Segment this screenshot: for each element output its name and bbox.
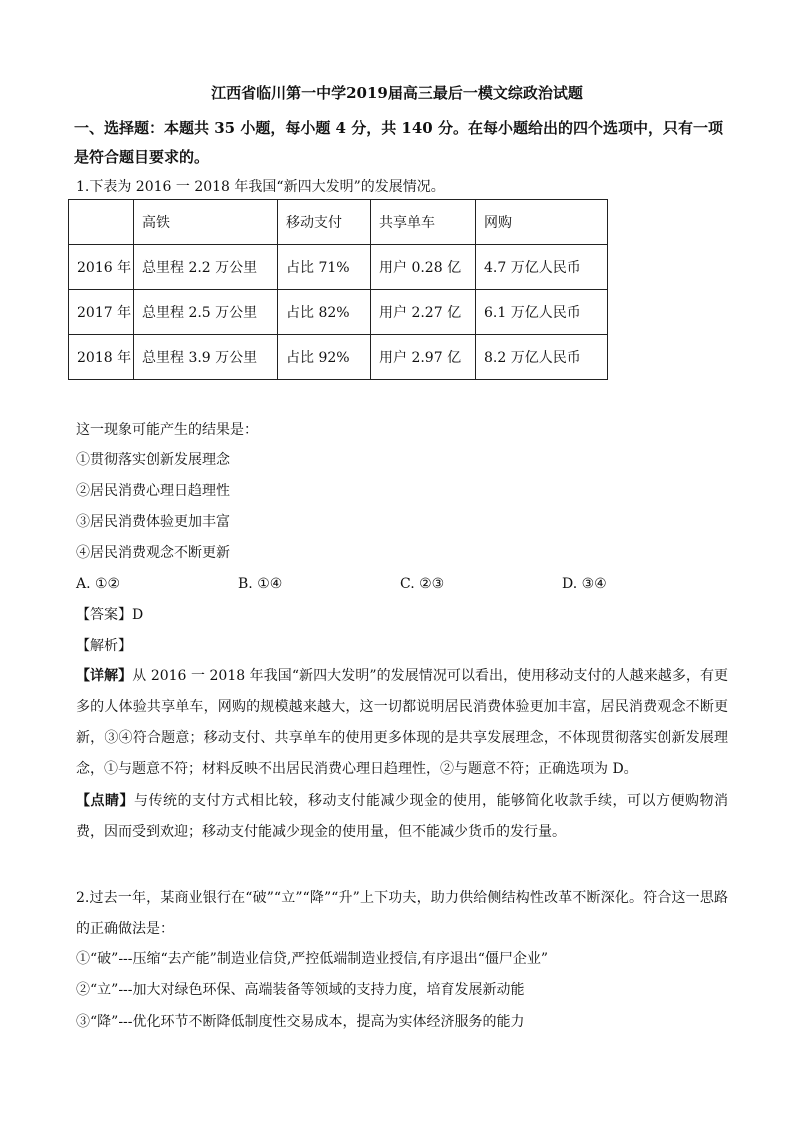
tip-paragraph (76, 786, 728, 848)
question-1-stem: 1.下表为 2016 一 2018 年我国“新四大发明”的发展情况。 (76, 179, 445, 195)
table-header-cell: 高铁 (134, 200, 278, 245)
question-2-stem: 2.过去一年，某商业银行在“破”“立”“降”“升”上下功夫，助力供给侧结构性改革不断深化。符合这一思路的正确做法是： (76, 890, 728, 937)
option-c: C. ②③ (400, 576, 445, 592)
option-a: A. ①② (76, 576, 121, 592)
option-b: B. ①④ (238, 576, 283, 592)
table-cell: 占比 92% (278, 335, 371, 380)
table-cell: 2016 年 (69, 245, 134, 290)
table-cell: 用户 2.27 亿 (371, 290, 476, 335)
table-cell: 用户 0.28 亿 (371, 245, 476, 290)
table-cell: 8.2 万亿人民币 (476, 335, 608, 380)
table-cell: 总里程 2.5 万公里 (134, 290, 278, 335)
table-header-cell: 网购 (476, 200, 608, 245)
table-cell: 2018 年 (69, 335, 134, 380)
detail-paragraph (76, 661, 728, 785)
question-1-item: ④居民消费观念不断更新 (76, 545, 230, 561)
table-cell: 总里程 3.9 万公里 (134, 335, 278, 380)
table-cell: 总里程 2.2 万公里 (134, 245, 278, 290)
document-title: 江西省临川第一中学2019届高三最后一模文综政治试题 (211, 84, 583, 102)
detail-text: 从 2016 一 2018 年我国“新四大发明”的发展情况可以看出，使用移动支付的人越来越多，有更多的人体验共享单车，网购的规模越来越大，这一切都说明居民消费体验更加丰富，居民消费观念不断更新，③④符合题意；移动支付、共享单车的使用更多体现的是共享发展理念，不体现贯彻落实创新发展理念，①与题意不符；材料反映不出居民消费心理日趋理性，②与题意不符；正确选项为 D。 (76, 668, 729, 777)
table-row (69, 290, 608, 335)
question-2-item: ②“立”---加大对绿色环保、高端装备等领域的支持力度，培育发展新动能 (76, 982, 525, 998)
question-1-item: ①贯彻落实创新发展理念 (76, 452, 230, 468)
development-table (68, 199, 608, 380)
question-1-item: ②居民消费心理日趋理性 (76, 483, 230, 499)
analysis-label: 【解析】 (76, 638, 132, 654)
table-cell: 2017 年 (69, 290, 134, 335)
table-cell: 用户 2.97 亿 (371, 335, 476, 380)
table-cell: 占比 82% (278, 290, 371, 335)
tip-text: 与传统的支付方式相比较，移动支付能减少现金的使用，能够简化收款手续，可以方便购物消费，因而受到欢迎；移动支付能减少现金的使用量，但不能减少货币的发行量。 (76, 793, 728, 840)
table-row (69, 335, 608, 380)
section-heading: 一、选择题：本题共 35 小题，每小题 4 分，共 140 分。在每小题给出的四个选项中，只有一项是符合题目要求的。 (74, 119, 723, 166)
tip-label: 【点睛】 (76, 793, 134, 809)
table-row (69, 245, 608, 290)
table-cell: 4.7 万亿人民币 (476, 245, 608, 290)
table-header-cell: 移动支付 (278, 200, 371, 245)
table-header-row (69, 200, 608, 245)
question-1-prompt: 这一现象可能产生的结果是： (76, 422, 258, 438)
question-2-item: ①“破”---压缩“去产能”制造业信贷,严控低端制造业授信,有序退出“僵尸企业” (76, 951, 549, 967)
question-2-item: ③“降”---优化环节不断降低制度性交易成本，提高为实体经济服务的能力 (76, 1014, 525, 1030)
table-cell: 6.1 万亿人民币 (476, 290, 608, 335)
option-d: D. ③④ (562, 576, 607, 592)
table-header-cell: 共享单车 (371, 200, 476, 245)
table-cell: 占比 71% (278, 245, 371, 290)
detail-label: 【详解】 (76, 668, 133, 684)
table-header-cell (69, 200, 134, 245)
question-1-item: ③居民消费体验更加丰富 (76, 514, 230, 530)
answer: 【答案】D (76, 607, 144, 623)
